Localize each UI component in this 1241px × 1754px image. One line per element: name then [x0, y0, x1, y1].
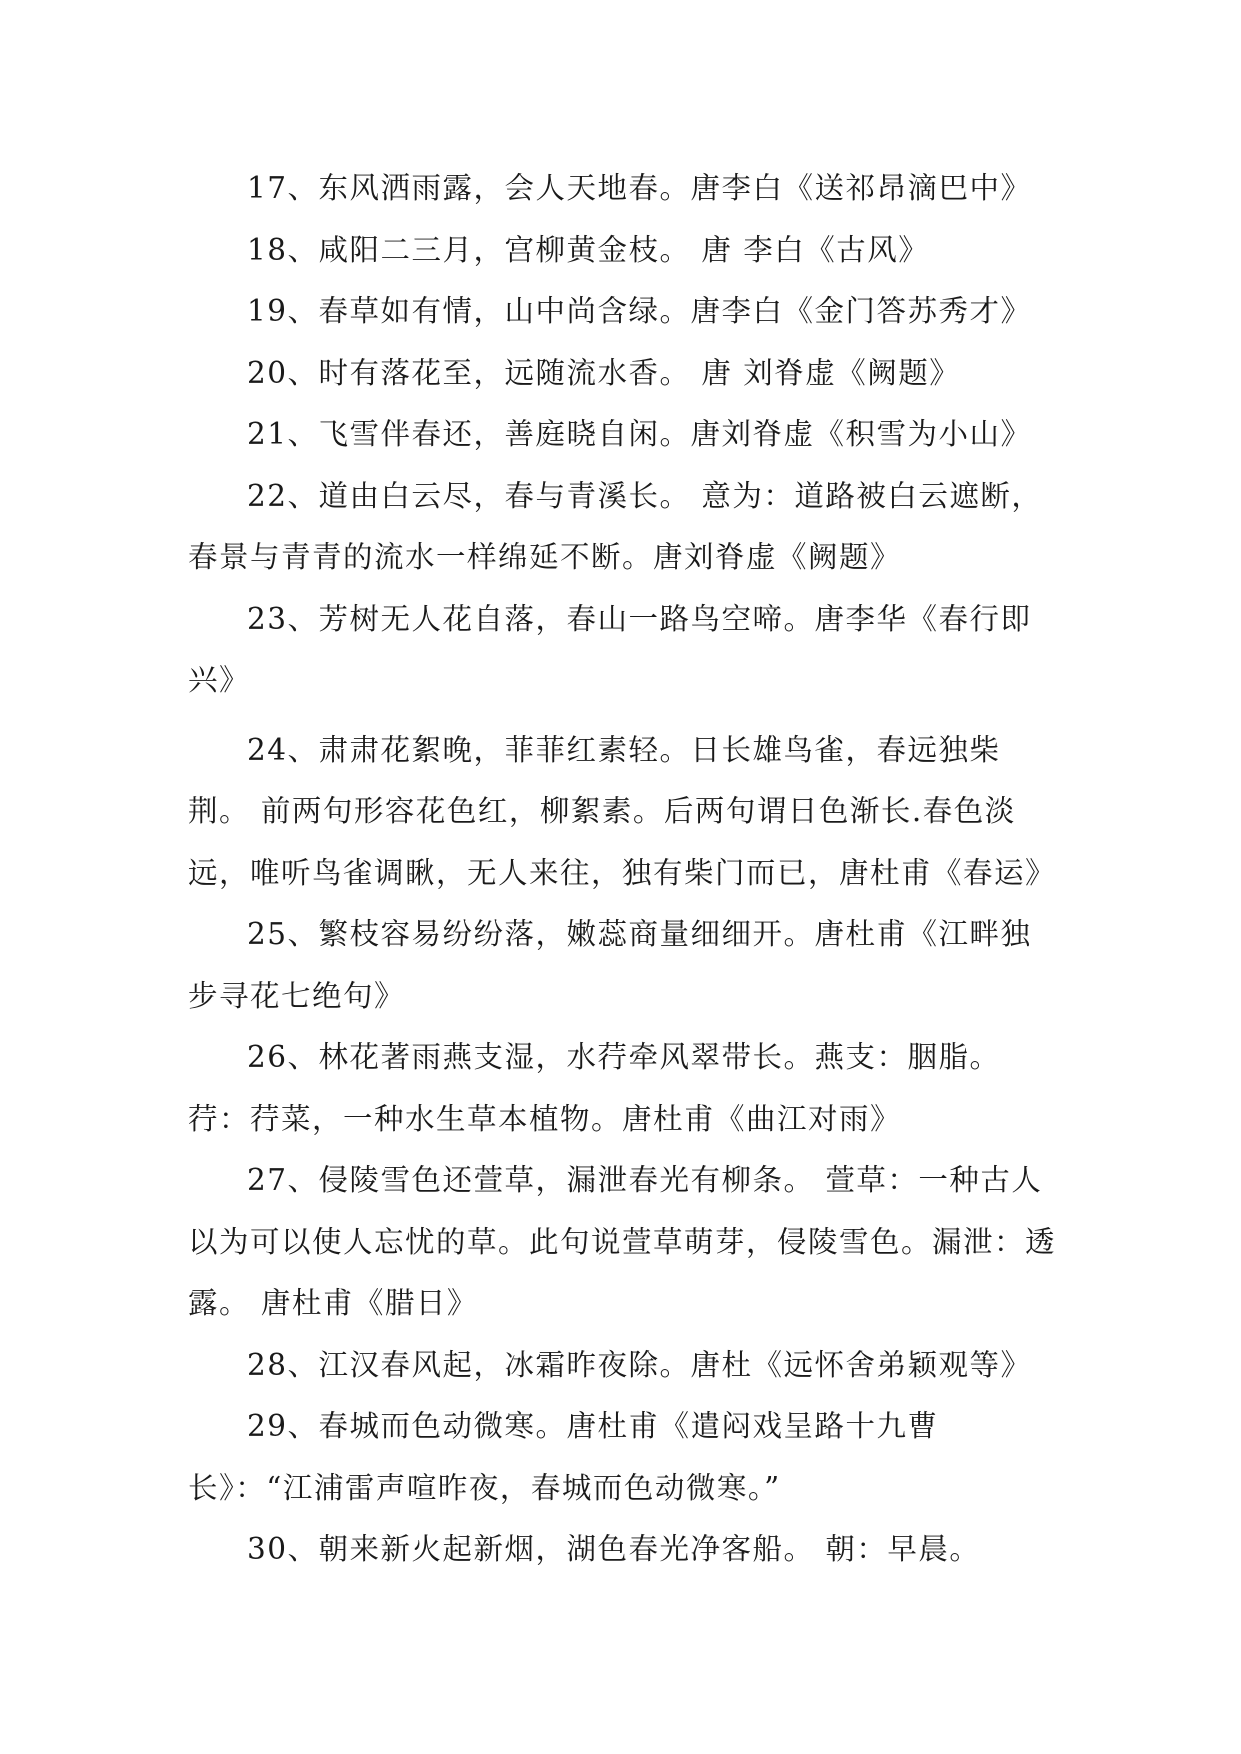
document-body	[188, 158, 1056, 1581]
paragraph-27: 27、侵陵雪色还萱草，漏泄春光有柳条。 萱草：一种古人以为可以使人忘忧的草。此句说萱草萌芽，侵陵雪色。漏泄：透露。 唐杜甫《腊日》	[188, 1163, 1057, 1320]
paragraph-26: 26、林花著雨燕支湿，水荇牵风翠带长。燕支：胭脂。荇：荇菜，一种水生草本植物。唐杜甫《曲江对雨》	[188, 1040, 1001, 1136]
paragraph-21: 21、飞雪伴春还，善庭晓自闲。唐刘脊虚《积雪为小山》	[247, 417, 1032, 451]
paragraph-25: 25、繁枝容易纷纷落，嫩蕊商量细细开。唐杜甫《江畔独步寻花七绝句》	[188, 917, 1032, 1013]
paragraph-17: 17、东风洒雨露，会人天地春。唐李白《送祁昂滴巴中》	[247, 171, 1032, 205]
paragraph-19: 19、春草如有情，山中尚含绿。唐李白《金门答苏秀才》	[247, 294, 1032, 328]
paragraph-20: 20、时有落花至，远随流水香。 唐 刘脊虚《阙题》	[247, 355, 961, 390]
paragraph-24: 24、肃肃花絮晚，菲菲红素轻。日长雄鸟雀，春远独柴荆。 前两句形容花色红，柳絮素。后两句谓日色渐长.春色淡远，唯听鸟雀调瞅，无人来往，独有柴门而已，唐杜甫《春运》	[188, 732, 1057, 890]
paragraph-22: 22、道由白云尽，春与青溪长。 意为：道路被白云遮断，春景与青青的流水一样绵延不断。唐刘脊虚《阙题》	[188, 478, 1043, 574]
paragraph-28: 28、江汉春风起，冰霜昨夜除。唐杜《远怀舍弟颖观等》	[247, 1347, 1032, 1382]
paragraph-23: 23、芳树无人花自落，春山一路鸟空啼。唐李华《春行即兴》	[188, 601, 1032, 697]
paragraph-29: 29、春城而色动微寒。唐杜甫《遣闷戏呈路十九曹长》：“江浦雷声喧昨夜，春城而色动微寒。”	[188, 1409, 939, 1505]
paragraph-30: 30、朝来新火起新烟，湖色春光净客船。 朝：早晨。	[247, 1532, 981, 1566]
paragraph-18: 18、咸阳二三月，宫柳黄金枝。 唐 李白《古风》	[247, 232, 930, 267]
